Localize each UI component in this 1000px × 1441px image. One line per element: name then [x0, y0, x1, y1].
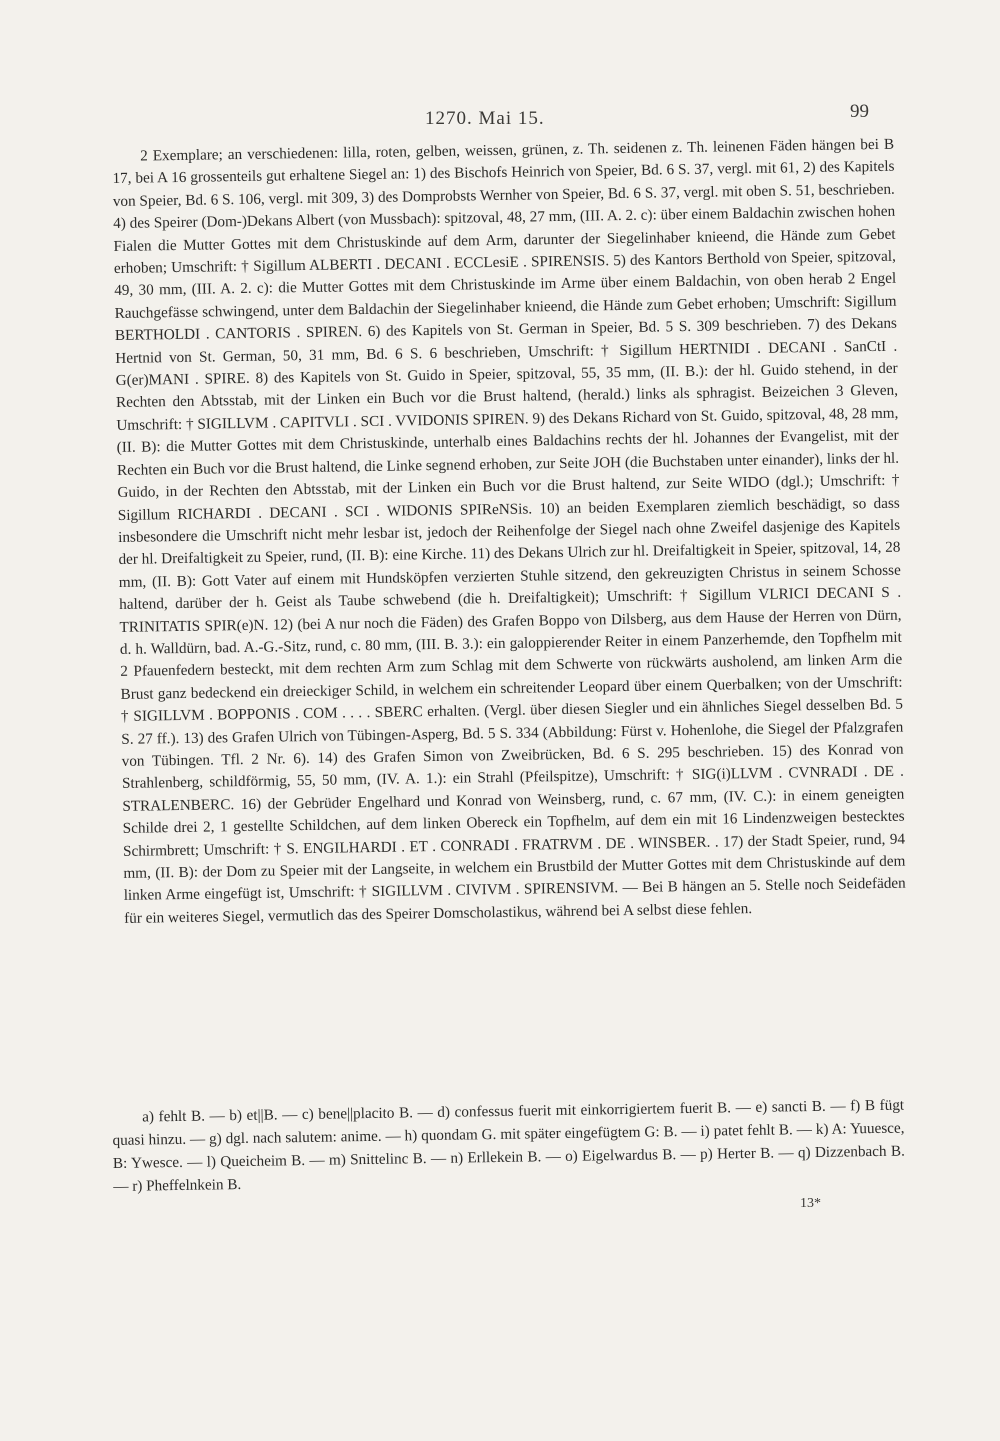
running-head: 1270. Mai 15. [425, 108, 545, 129]
seal-description-paragraph: 2 Exemplare; an verschiedenen: lilla, roten, gelben, weissen, grünen, z. Th. seidenen z. Th. leinenen Fäden hängen bei B 17, bei A 16 grossenteils gut erhaltene Siegel an: 1) des Bischofs Heinrich von Speier, Bd. 6 S. 37, vergl. mit 61, 2) des Kapitels von Speier, Bd. 6 S. 106, vergl. mit 309, 3) des Domprobsts Wernher von Speier, Bd. 6 S. 37, vergl. mit oben S. 51, beschrieben. 4) des Speirer (Dom-)Dekans Albert (von Mussbach): spitzoval, 48, 27 mm, (III. A. 2. c): über einem Baldachin zwischen hohen Fialen die Mutter Gottes mit dem Christuskinde auf dem Arm, darunter der Siegelinhaber knieend, die Hände zum Gebet erhoben; Umschrift: † Sigillum ALBERTI . DECANI . ECCLesiE . SPIRENSIS. 5) des Kantors Berthold von Speier, spitzoval, 49, 30 mm, (III. A. 2. c): die Mutter Gottes mit dem Christuskinde im Arme über einem Baldachin, von oben herab 2 Engel Rauchgefässe schwingend, unter dem Baldachin der Siegelinhaber knieend, die Hände zum Gebet erhoben; Umschrift: Sigillum BERTHOLDI . CANTORIS . SPIREN. 6) des Kapitels von St. German in Speier, Bd. 5 S. 309 beschrieben. 7) des Dekans Hertnid von St. German, 50, 31 mm, Bd. 6 S. 6 beschrieben, Umschrift: † Sigillum HERTNIDI . DECANI . SanCtI . G(er)MANI . SPIRE. 8) des Kapitels von St. Guido in Speier, spitzoval, 55, 35 mm, (II. B.): der hl. Guido stehend, in der Rechten den Abtsstab, mit der Linken ein Buch vor die Brust haltend, (herald.) links als sphragist. Beizeichen 3 Gleven, Umschrift: † SIGILLVM . CAPITVLI . SCI . VVIDONIS SPIREN. 9) des Dekans Richard von St. Guido, spitzoval, 48, 28 mm, (II. B): die Mutter Gottes mit dem Christuskinde, unterhalb eines Baldachins rechts der hl. Johannes der Evangelist, mit der Rechten ein Buch vor die Brust haltend, die Linke segnend erhoben, zur Seite JOH (die Buchstaben unter einander), links der hl. Guido, in der Rechten den Abtsstab, mit der Linken ein Buch vor die Brust haltend, zur Seite WIDO (dgl.); Umschrift: † Sigillum RICHARDI . DECANI . SCI . WIDONIS SPIReNSis. 10) an beiden Exemplaren ziemlich beschädigt, so dass insbesondere die Umschrift nicht mehr lesbar ist, jedoch der Reihenfolge der Siegel nach ohne Zweifel dasjenige des Kapitels der hl. Dreifaltigkeit zu Speier, rund, (II. B): eine Kirche. 11) des Dekans Ulrich zur hl. Dreifaltigkeit in Speier, spitzoval, 14, 28 mm, (II. B): Gott Vater auf einem mit Hundsköpfen verzierten Stuhle sitzend, den gekreuzigten Christus in seinem Schosse haltend, darüber der h. Geist als Taube schwebend (die h. Dreifaltigkeit); Umschrift: † Sigillum VLRICI DECANI S . TRINITATIS SPIR(e)N. 12) (bei A nur noch die Fäden) des Grafen Boppo von Dilsberg, aus dem Hause der Herren von Dürn, d. h. Walldürn, bad. A.-G.-Sitz, rund, c. 80 mm, (III. B. 3.): ein galoppierender Reiter in einem Panzerhemde, den Topfhelm mit 2 Pfauenfedern besteckt, mit dem rechten Arm zum Schlag mit dem Schwerte von rückwärts ausholend, am linken Arm die Brust ganz bedeckend ein dreieckiger Schild, in welchem ein schreitender Leopard über einem Querbalken; von der Umschrift: † SIGILLVM . BOPPONIS . COM . . . . SBERC erhalten. (Vergl. über diesen Siegler und ein ähnliches Siegel desselben Bd. 5 S. 27 ff.). 13) des Grafen Ulrich von Tübingen-Asperg, Bd. 5 S. 334 (Abbildung: Fürst v. Hohenlohe, die Siegel der Pfalzgrafen von Tübingen. Tfl. 2 Nr. 6). 14) des Grafen Simon von Zweibrücken, Bd. 6 S. 295 beschrieben. 15) des Konrad von Strahlenberg, schildförmig, 55, 50 mm, (IV. A. 1.): ein Strahl (Pfeilspitze), Umschrift: † SIG(i)LLVM . CVNRADI . DE . STRALENBERC. 16) der Gebrüder Engelhard und Konrad von Weinsberg, rund, c. 67 mm, (IV. C.): in einem geneigten Schilde drei 2, 1 gestellte Schildchen, auf dem linken Obereck ein Topfhelm, auf dem ein mit 16 Lindenzweigen bestecktes Schirmbrett; Umschrift: † S. ENGILHARDI . ET . CONRADI . FRATRVM . DE . WINSBER. . 17) der Stadt Speier, rund, 94 mm, (II. B): der Dom zu Speier mit der Langseite, in welchem ein Brustbild der Mutter Gottes mit dem Christuskinde auf dem linken Arme eingefügt ist, Umschrift: † SIGILLVM . CIVIVM . SPIRENSIVM. — Bei B hängen an 5. Stelle noch Seidefäden für ein weiteres Siegel, vermutlich das des Speirer Domscholastikus, während bei A selbst diese fehlen. [112, 135, 906, 927]
page-number: 99 [850, 101, 869, 122]
signature-mark: 13* [800, 1196, 821, 1211]
footnotes: a) fehlt B. — b) et||B. — c) bene||placito B. — d) confessus fuerit mit einkorrigiertem fuerit B. — e) sancti B. — f) B fügt quasi hinzu. — g) dgl. nach salutem: anime. — h) quondam G. mit später eingefügtem G: B. — i) patet fehlt B. — k) A: Yuuesce, B: Ywesce. — l) Queicheim B. — m) Snittelinc B. — n) Erllekein B. — o) Eigelwardus B. — p) Herter B. — q) Dizzenbach B. — r) Pheffelnkein B. [112, 1096, 905, 1195]
